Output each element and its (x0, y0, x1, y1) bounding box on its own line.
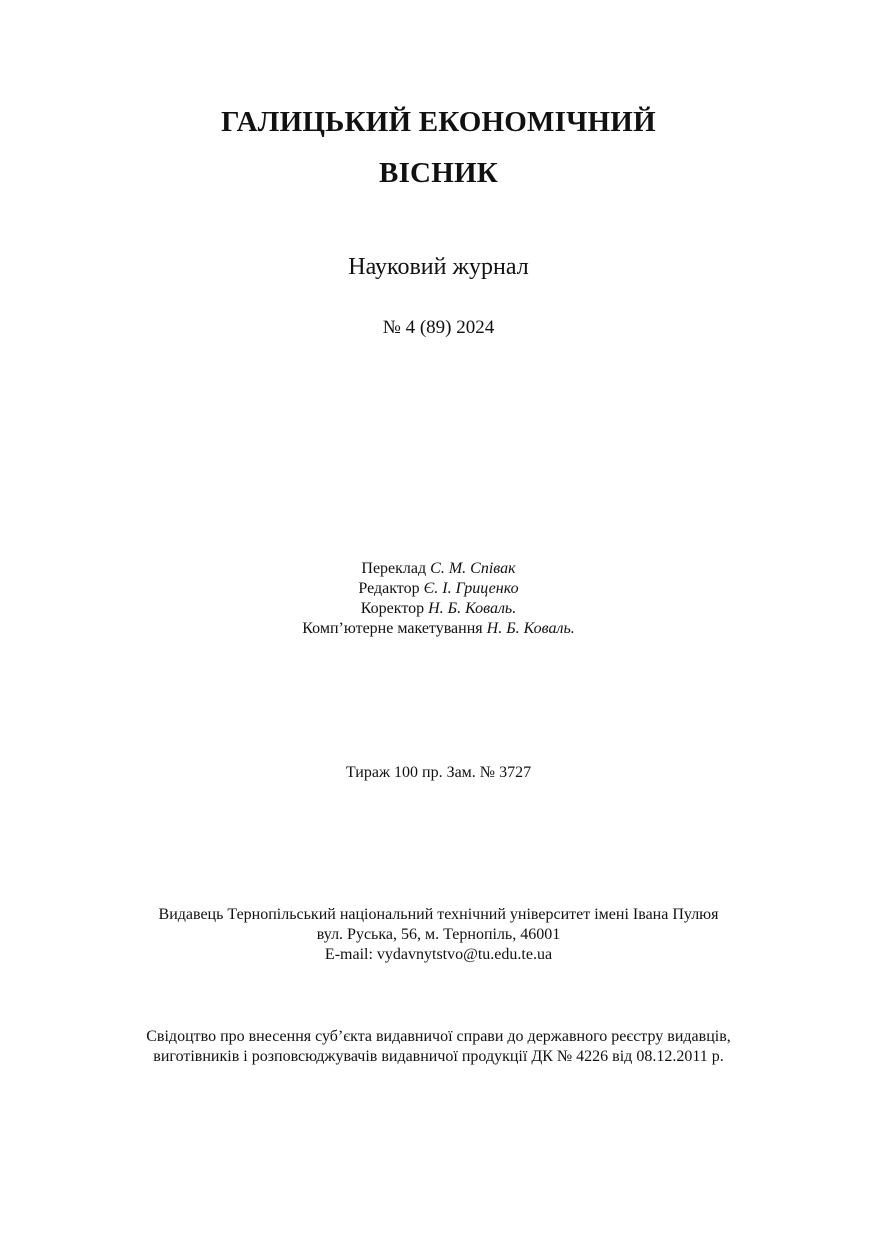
credit-person: Н. Б. Коваль. (486, 620, 575, 637)
journal-title-line-1: ГАЛИЦЬКИЙ ЕКОНОМІЧНИЙ (221, 106, 656, 138)
print-run-info: Тираж 100 пр. Зам. № 3727 (345, 764, 532, 781)
credit-person: Н. Б. Коваль. (428, 600, 517, 617)
credit-layout (0, 619, 877, 639)
credit-person: Є. І. Гриценко (423, 580, 519, 597)
credit-role: Переклад (361, 560, 431, 577)
publisher-email: E-mail: vydavnytstvo@tu.edu.te.ua (324, 946, 553, 963)
publisher-name: Видавець Тернопільський національний технічний університет імені Івана Пулюя (158, 906, 719, 923)
credit-role: Комп’ютерне макетування (302, 620, 487, 637)
journal-title-line-2: ВІСНИК (379, 157, 498, 189)
credit-translation (0, 559, 877, 579)
credit-role: Коректор (360, 600, 429, 617)
registration-certificate (0, 1027, 877, 1067)
publisher-address: вул. Руська, 56, м. Тернопіль, 46001 (316, 926, 561, 943)
credit-role: Редактор (358, 580, 424, 597)
credit-editor (0, 579, 877, 599)
publisher-block (0, 905, 877, 965)
credits-block (0, 559, 877, 639)
credit-proofreader (0, 599, 877, 619)
certificate-line-1: Свідоцтво про внесення суб’єкта видавничої справи до державного реєстру видавців, (146, 1028, 731, 1045)
issue-number: № 4 (89) 2024 (382, 317, 495, 338)
credit-person: С. М. Співак (430, 560, 516, 577)
journal-subtitle: Науковий журнал (348, 254, 529, 280)
certificate-line-2: виготівників і розповсюджувачів видавничої продукції ДК № 4226 від 08.12.2011 р. (153, 1048, 724, 1065)
